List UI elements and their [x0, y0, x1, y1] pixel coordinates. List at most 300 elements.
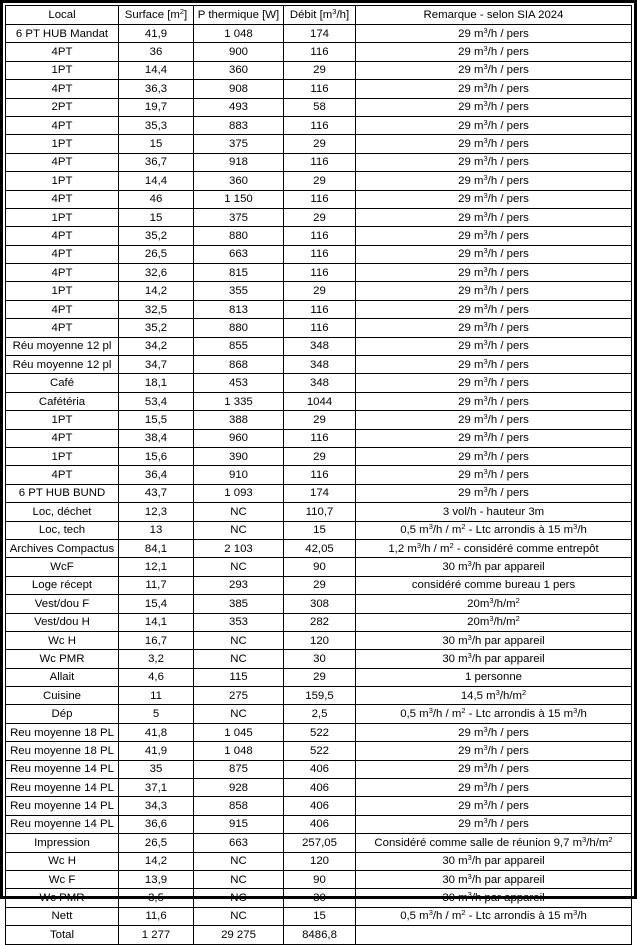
cell-debit: 2,5: [284, 705, 356, 723]
cell-local: Reu moyenne 14 PL: [6, 815, 119, 833]
cell-remark: 29 $m^3/h$ / pers: [356, 264, 632, 282]
cell-remark: 29 $m^3/h$ / pers: [356, 723, 632, 741]
cell-surface: 34,3: [119, 797, 194, 815]
cell-debit: 15: [284, 521, 356, 539]
cell-pth: 1 048: [194, 742, 284, 760]
cell-remark: 29 $m^3/h$ / pers: [356, 779, 632, 797]
table-row: [6, 466, 632, 484]
cell-surface: 35,3: [119, 116, 194, 134]
cell-surface: 26,5: [119, 245, 194, 263]
cell-pth: 360: [194, 172, 284, 190]
table-row: [6, 668, 632, 686]
cell-debit: 42,05: [284, 539, 356, 557]
cell-surface: 36,6: [119, 815, 194, 833]
cell-local: Cuisine: [6, 687, 119, 705]
table-row: [6, 558, 632, 576]
cell-pth: 355: [194, 282, 284, 300]
cell-pth: 855: [194, 337, 284, 355]
cell-surface: 12,3: [119, 503, 194, 521]
cell-local: Réu moyenne 12 pl: [6, 337, 119, 355]
cell-surface: 34,7: [119, 356, 194, 374]
cell-remark: 29 $m^3/h$ / pers: [356, 797, 632, 815]
cell-local: Cafétéria: [6, 392, 119, 410]
cell-local: Total: [6, 926, 119, 944]
cell-pth: 360: [194, 61, 284, 79]
cell-surface: 11,6: [119, 907, 194, 925]
table-row: [6, 264, 632, 282]
cell-surface: 14,4: [119, 172, 194, 190]
table-row: [6, 723, 632, 741]
cell-pth: NC: [194, 558, 284, 576]
cell-surface: 3,5: [119, 889, 194, 907]
cell-local: Impression: [6, 834, 119, 852]
cell-pth: 453: [194, 374, 284, 392]
cell-local: 4PT: [6, 190, 119, 208]
table-row: [6, 227, 632, 245]
cell-remark: 29 $m^3/h$ / pers: [356, 190, 632, 208]
cell-debit: 522: [284, 723, 356, 741]
cell-pth: NC: [194, 889, 284, 907]
table-row: [6, 834, 632, 852]
cell-remark: 29 $m^3/h$ / pers: [356, 337, 632, 355]
cell-pth: 493: [194, 98, 284, 116]
table-row: [6, 539, 632, 557]
cell-debit: 406: [284, 760, 356, 778]
cell-local: Dép: [6, 705, 119, 723]
cell-surface: 15,6: [119, 447, 194, 465]
table-row: [6, 447, 632, 465]
cell-remark: 29 $m^3/h$ / pers: [356, 98, 632, 116]
cell-remark: 29 $m^3/h$ / pers: [356, 61, 632, 79]
cell-local: 6 PT HUB Mandat: [6, 25, 119, 43]
cell-local: 4PT: [6, 429, 119, 447]
cell-debit: 29: [284, 411, 356, 429]
cell-debit: 120: [284, 631, 356, 649]
cell-surface: 36,3: [119, 80, 194, 98]
table-row: [6, 576, 632, 594]
cell-debit: 90: [284, 870, 356, 888]
table-row: [6, 208, 632, 226]
cell-pth: 385: [194, 595, 284, 613]
cell-local: 1PT: [6, 208, 119, 226]
cell-remark: 29 $m^3/h$ / pers: [356, 466, 632, 484]
table-row: [6, 61, 632, 79]
cell-surface: 14,2: [119, 852, 194, 870]
table-row: [6, 907, 632, 925]
cell-debit: 257,05: [284, 834, 356, 852]
cell-debit: 522: [284, 742, 356, 760]
cell-surface: 32,5: [119, 300, 194, 318]
cell-debit: 406: [284, 815, 356, 833]
table-row: [6, 153, 632, 171]
cell-local: 4PT: [6, 227, 119, 245]
cell-debit: 120: [284, 852, 356, 870]
cell-debit: 116: [284, 227, 356, 245]
cell-remark: 29 $m^3/h$ / pers: [356, 135, 632, 153]
cell-pth: 1 048: [194, 25, 284, 43]
cell-local: 1PT: [6, 61, 119, 79]
cell-remark: 30 $m^3/h$ par appareil: [356, 650, 632, 668]
table-row: [6, 687, 632, 705]
cell-debit: 8486,8: [284, 926, 356, 944]
cell-debit: 116: [284, 319, 356, 337]
cell-remark: 29 $m^3/h$ / pers: [356, 742, 632, 760]
cell-debit: 1044: [284, 392, 356, 410]
cell-remark: 29 $m^3/h$ / pers: [356, 356, 632, 374]
cell-local: 4PT: [6, 264, 119, 282]
table-row: [6, 613, 632, 631]
cell-debit: 159,5: [284, 687, 356, 705]
cell-pth: 910: [194, 466, 284, 484]
cell-local: Loge récept: [6, 576, 119, 594]
cell-local: Wc PMR: [6, 650, 119, 668]
cell-local: 1PT: [6, 172, 119, 190]
table-row: [6, 650, 632, 668]
cell-local: 1PT: [6, 447, 119, 465]
header-surface: Surface $[m^2]$: [119, 6, 194, 25]
table-row: [6, 815, 632, 833]
cell-local: 4PT: [6, 245, 119, 263]
cell-remark: considéré comme bureau 1 pers: [356, 576, 632, 594]
cell-pth: 813: [194, 300, 284, 318]
table-row: [6, 760, 632, 778]
cell-debit: 58: [284, 98, 356, 116]
cell-debit: 348: [284, 337, 356, 355]
cell-remark: 29 $m^3/h$ / pers: [356, 43, 632, 61]
table-row: [6, 80, 632, 98]
cell-remark: 29 $m^3/h$ / pers: [356, 374, 632, 392]
cell-pth: 1 150: [194, 190, 284, 208]
cell-pth: 1 045: [194, 723, 284, 741]
cell-local: 2PT: [6, 98, 119, 116]
cell-surface: 14,2: [119, 282, 194, 300]
cell-remark: 29 $m^3/h$ / pers: [356, 411, 632, 429]
cell-local: Wc H: [6, 852, 119, 870]
cell-pth: 900: [194, 43, 284, 61]
cell-local: 4PT: [6, 466, 119, 484]
header-local: Local: [6, 6, 119, 25]
table-row: [6, 484, 632, 502]
cell-debit: 116: [284, 429, 356, 447]
cell-local: Reu moyenne 18 PL: [6, 723, 119, 741]
cell-local: Vest/dou F: [6, 595, 119, 613]
cell-debit: 116: [284, 190, 356, 208]
cell-pth: 375: [194, 208, 284, 226]
cell-local: Loc, déchet: [6, 503, 119, 521]
cell-local: 1PT: [6, 411, 119, 429]
cell-surface: 34,2: [119, 337, 194, 355]
cell-pth: NC: [194, 907, 284, 925]
cell-debit: 29: [284, 282, 356, 300]
table-row: [6, 852, 632, 870]
cell-pth: 908: [194, 80, 284, 98]
cell-surface: 36: [119, 43, 194, 61]
cell-local: 4PT: [6, 300, 119, 318]
cell-surface: 41,8: [119, 723, 194, 741]
cell-remark: 29 $m^3/h$ / pers: [356, 392, 632, 410]
cell-local: Wc H: [6, 631, 119, 649]
cell-local: Nett: [6, 907, 119, 925]
cell-pth: 663: [194, 245, 284, 263]
cell-local: 4PT: [6, 80, 119, 98]
cell-pth: NC: [194, 521, 284, 539]
cell-surface: 38,4: [119, 429, 194, 447]
cell-surface: 11,7: [119, 576, 194, 594]
cell-remark: $20m^3/h/m^2$: [356, 595, 632, 613]
cell-pth: NC: [194, 705, 284, 723]
cell-remark: 29 $m^3/h$ / pers: [356, 815, 632, 833]
cell-debit: 348: [284, 374, 356, 392]
cell-debit: 29: [284, 668, 356, 686]
cell-surface: 15: [119, 208, 194, 226]
cell-local: 4PT: [6, 116, 119, 134]
cell-remark: 30 $m^3/h$ par appareil: [356, 870, 632, 888]
table-row: [6, 742, 632, 760]
cell-surface: 18,1: [119, 374, 194, 392]
cell-debit: 116: [284, 300, 356, 318]
cell-debit: 282: [284, 613, 356, 631]
cell-pth: 858: [194, 797, 284, 815]
cell-pth: 915: [194, 815, 284, 833]
table-row: [6, 521, 632, 539]
cell-surface: 43,7: [119, 484, 194, 502]
cell-remark: 29 $m^3/h$ / pers: [356, 80, 632, 98]
cell-debit: 116: [284, 466, 356, 484]
total-row: [6, 926, 632, 944]
cell-local: 1PT: [6, 282, 119, 300]
cell-pth: 293: [194, 576, 284, 594]
header-remark: Remarque - selon SIA 2024: [356, 6, 632, 25]
table-row: [6, 135, 632, 153]
cell-debit: 406: [284, 779, 356, 797]
cell-remark: 29 $m^3/h$ / pers: [356, 245, 632, 263]
cell-local: Reu moyenne 18 PL: [6, 742, 119, 760]
cell-pth: 375: [194, 135, 284, 153]
table-row: [6, 282, 632, 300]
table-row: [6, 245, 632, 263]
cell-debit: 348: [284, 356, 356, 374]
header-row: [6, 6, 632, 25]
cell-remark: 29 $m^3/h$ / pers: [356, 25, 632, 43]
table-row: [6, 429, 632, 447]
table-row: [6, 356, 632, 374]
header-thermal-power: P thermique [W]: [194, 6, 284, 25]
cell-pth: 960: [194, 429, 284, 447]
cell-surface: 19,7: [119, 98, 194, 116]
cell-local: Archives Compactus: [6, 539, 119, 557]
cell-pth: 115: [194, 668, 284, 686]
table-row: [6, 889, 632, 907]
cell-local: 4PT: [6, 319, 119, 337]
cell-pth: 868: [194, 356, 284, 374]
cell-surface: 41,9: [119, 742, 194, 760]
cell-debit: 29: [284, 61, 356, 79]
table-row: [6, 870, 632, 888]
cell-debit: 29: [284, 447, 356, 465]
cell-debit: 30: [284, 889, 356, 907]
cell-debit: 116: [284, 153, 356, 171]
cell-surface: 35,2: [119, 227, 194, 245]
cell-pth: NC: [194, 631, 284, 649]
cell-pth: 1 093: [194, 484, 284, 502]
cell-pth: 353: [194, 613, 284, 631]
cell-remark: 30 $m^3/h$ par appareil: [356, 558, 632, 576]
cell-remark: 29 $m^3/h$ / pers: [356, 484, 632, 502]
cell-remark: 29 $m^3/h$ / pers: [356, 429, 632, 447]
ventilation-table: [5, 5, 632, 945]
table-row: [6, 25, 632, 43]
cell-pth: NC: [194, 870, 284, 888]
cell-pth: 2 103: [194, 539, 284, 557]
cell-remark: 0,5 $m^3/h / m^2$ - Ltc arrondis à 15 $m^3/h$: [356, 705, 632, 723]
cell-surface: 26,5: [119, 834, 194, 852]
cell-debit: 116: [284, 43, 356, 61]
cell-pth: 1 335: [194, 392, 284, 410]
cell-surface: 84,1: [119, 539, 194, 557]
cell-remark: 0,5 $m^3/h / m^2$ - Ltc arrondis à 15 $m^3/h$: [356, 907, 632, 925]
cell-remark: 30 $m^3/h$ par appareil: [356, 889, 632, 907]
cell-pth: NC: [194, 852, 284, 870]
table-row: [6, 300, 632, 318]
cell-local: Reu moyenne 14 PL: [6, 797, 119, 815]
cell-pth: 29 275: [194, 926, 284, 944]
table-row: [6, 779, 632, 797]
cell-remark: 29 $m^3/h$ / pers: [356, 760, 632, 778]
cell-surface: 5: [119, 705, 194, 723]
table-row: [6, 631, 632, 649]
cell-pth: 928: [194, 779, 284, 797]
cell-remark: 30 $m^3/h$ par appareil: [356, 852, 632, 870]
cell-pth: 875: [194, 760, 284, 778]
cell-remark: 29 $m^3/h$ / pers: [356, 282, 632, 300]
cell-surface: 11: [119, 687, 194, 705]
cell-remark: 29 $m^3/h$ / pers: [356, 300, 632, 318]
cell-debit: 15: [284, 907, 356, 925]
cell-remark: 3 vol/h - hauteur 3m: [356, 503, 632, 521]
table-row: [6, 374, 632, 392]
cell-debit: 116: [284, 245, 356, 263]
cell-local: Café: [6, 374, 119, 392]
cell-pth: 663: [194, 834, 284, 852]
cell-debit: 116: [284, 116, 356, 134]
cell-remark: 29 $m^3/h$ / pers: [356, 319, 632, 337]
cell-surface: 41,9: [119, 25, 194, 43]
cell-local: Loc, tech: [6, 521, 119, 539]
cell-surface: 14,1: [119, 613, 194, 631]
cell-remark: Considéré comme salle de réunion 9,7 $m^3/h/m^2$: [356, 834, 632, 852]
cell-surface: 12,1: [119, 558, 194, 576]
cell-debit: 30: [284, 650, 356, 668]
cell-local: 4PT: [6, 43, 119, 61]
cell-debit: 406: [284, 797, 356, 815]
cell-debit: 29: [284, 135, 356, 153]
table-row: [6, 503, 632, 521]
cell-surface: 14,4: [119, 61, 194, 79]
cell-surface: 15: [119, 135, 194, 153]
header-airflow: Débit $[m^3/h]$: [284, 6, 356, 25]
cell-debit: 29: [284, 576, 356, 594]
cell-surface: 53,4: [119, 392, 194, 410]
cell-pth: 815: [194, 264, 284, 282]
cell-pth: 388: [194, 411, 284, 429]
table-row: [6, 172, 632, 190]
cell-surface: 1 277: [119, 926, 194, 944]
cell-remark: 30 $m^3/h$ par appareil: [356, 631, 632, 649]
cell-debit: 90: [284, 558, 356, 576]
cell-surface: 36,4: [119, 466, 194, 484]
cell-pth: 880: [194, 227, 284, 245]
cell-remark: 29 $m^3/h$ / pers: [356, 116, 632, 134]
cell-remark: 0,5 $m^3/h / m^2$ - Ltc arrondis à 15 $m^3/h$: [356, 521, 632, 539]
cell-debit: 174: [284, 25, 356, 43]
cell-surface: 37,1: [119, 779, 194, 797]
cell-debit: 116: [284, 80, 356, 98]
table-row: [6, 595, 632, 613]
cell-local: Reu moyenne 14 PL: [6, 760, 119, 778]
cell-surface: 13: [119, 521, 194, 539]
cell-remark: 29 $m^3/h$ / pers: [356, 208, 632, 226]
cell-remark: 29 $m^3/h$ / pers: [356, 172, 632, 190]
cell-remark: 29 $m^3/h$ / pers: [356, 447, 632, 465]
cell-local: Réu moyenne 12 pl: [6, 356, 119, 374]
cell-remark: 1 personne: [356, 668, 632, 686]
cell-remark: $20m^3/h/m^2$: [356, 613, 632, 631]
table-row: [6, 797, 632, 815]
table-row: [6, 190, 632, 208]
table-row: [6, 43, 632, 61]
cell-surface: 15,4: [119, 595, 194, 613]
cell-surface: 15,5: [119, 411, 194, 429]
cell-local: WcF: [6, 558, 119, 576]
cell-local: Vest/dou H: [6, 613, 119, 631]
cell-surface: 13,9: [119, 870, 194, 888]
cell-pth: NC: [194, 503, 284, 521]
cell-surface: 16,7: [119, 631, 194, 649]
table-body: [6, 25, 632, 945]
cell-local: Wc PMR: [6, 889, 119, 907]
cell-pth: NC: [194, 650, 284, 668]
cell-remark: 1,2 $m^3/h / m^2$ - considéré comme entrepôt: [356, 539, 632, 557]
cell-pth: 883: [194, 116, 284, 134]
cell-remark: 29 $m^3/h$ / pers: [356, 227, 632, 245]
table-row: [6, 319, 632, 337]
cell-surface: 32,6: [119, 264, 194, 282]
table-row: [6, 392, 632, 410]
cell-debit: 174: [284, 484, 356, 502]
cell-surface: 46: [119, 190, 194, 208]
table-row: [6, 411, 632, 429]
cell-local: 6 PT HUB BUND: [6, 484, 119, 502]
cell-surface: 35,2: [119, 319, 194, 337]
cell-surface: 3,2: [119, 650, 194, 668]
table-row: [6, 705, 632, 723]
cell-pth: 275: [194, 687, 284, 705]
cell-surface: 4,6: [119, 668, 194, 686]
cell-debit: 29: [284, 208, 356, 226]
cell-debit: 29: [284, 172, 356, 190]
cell-pth: 390: [194, 447, 284, 465]
cell-local: Reu moyenne 14 PL: [6, 779, 119, 797]
cell-local: 4PT: [6, 153, 119, 171]
cell-local: Wc F: [6, 870, 119, 888]
cell-pth: 880: [194, 319, 284, 337]
cell-surface: 35: [119, 760, 194, 778]
cell-local: Allait: [6, 668, 119, 686]
cell-debit: 116: [284, 264, 356, 282]
table-row: [6, 116, 632, 134]
cell-debit: 308: [284, 595, 356, 613]
cell-remark: [356, 926, 632, 944]
